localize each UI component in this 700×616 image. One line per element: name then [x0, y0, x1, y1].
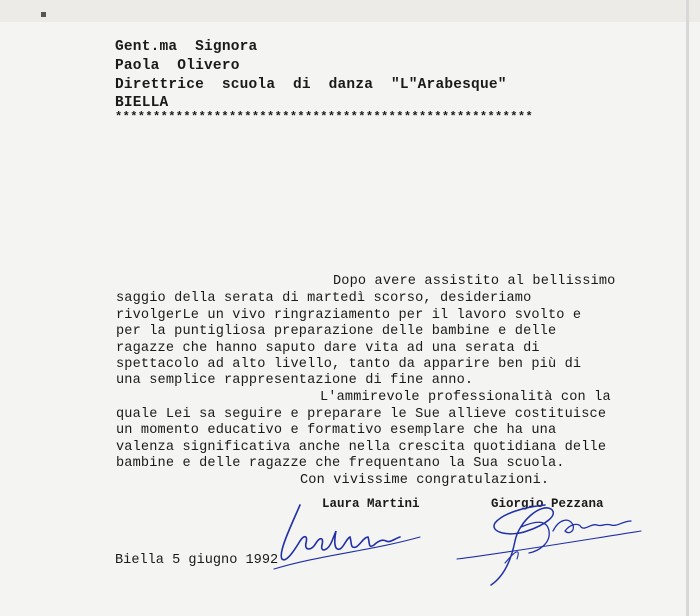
signature-giorgio-pezzana [455, 497, 645, 589]
signatory-name: Laura Martini [322, 497, 420, 511]
recipient-name: Paola Olivero [115, 58, 240, 74]
body-line: bambine e delle ragazze che frequentano la Sua scuola. [116, 456, 565, 471]
body-line: quale Lei sa seguire e preparare le Sue allieve costituisce [116, 407, 607, 422]
body-line: saggio della serata di martedì scorso, desideriamo [116, 291, 532, 306]
recipient-salutation: Gent.ma Signora [115, 39, 258, 55]
signatory-name: Giorgio Pezzana [491, 497, 604, 511]
body-line: per la puntigliosa preparazione delle bambine e delle [116, 324, 557, 339]
body-line: rivolgerLe un vivo ringraziamento per il lavoro svolto e [116, 308, 582, 323]
recipient-city: BIELLA [115, 95, 169, 111]
body-line: ragazze che hanno saputo dare vita ad una serata di [116, 341, 540, 356]
scan-right-edge [686, 0, 689, 616]
address-separator: ******************************************************* [115, 110, 534, 124]
body-line: una semplice rappresentazione di fine anno. [116, 373, 474, 388]
scan-top-edge [0, 0, 700, 22]
body-line: un momento educativo e formativo esemplare che ha una [116, 423, 557, 438]
recipient-role: Direttrice scuola di danza "L"Arabesque" [115, 77, 507, 93]
scan-corner-mark [41, 12, 46, 17]
body-line: L'ammirevole professionalità con la [320, 390, 611, 405]
body-line: Con vivissime congratulazioni. [300, 473, 550, 488]
signature-laura-martini [260, 493, 430, 573]
body-line: Dopo avere assistito al bellissimo [333, 274, 616, 289]
body-line: valenza significativa anche nella crescita quotidiana delle [116, 440, 607, 455]
date-line: Biella 5 giugno 1992 [115, 553, 279, 568]
body-line: spettacolo ad alto livello, tanto da apparire ben più di [116, 357, 582, 372]
